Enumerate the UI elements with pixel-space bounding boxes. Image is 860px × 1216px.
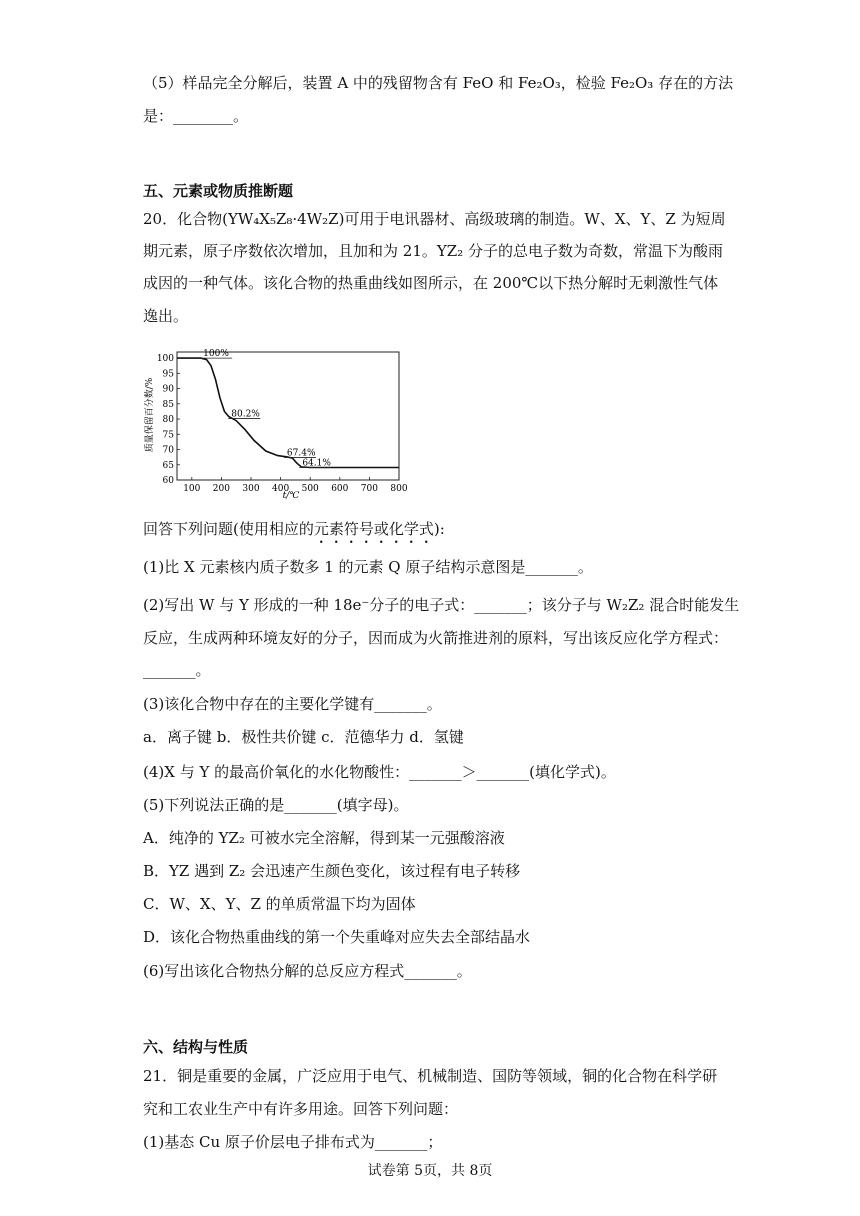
- q20-sub5-option-a: A．纯净的 YZ₂ 可被水完全溶解，得到某一元强酸溶液: [143, 829, 505, 847]
- q20-intro-line1: 20．化合物(YW₄X₅Z₈·4W₂Z)可用于电讯器材、高级玻璃的制造。W、X、Y、Z 为短周: [143, 210, 726, 228]
- section6-title: 六、结构与性质: [143, 1038, 249, 1056]
- y-tick-label: 70: [162, 445, 174, 456]
- q20-sub5-option-d: D．该化合物热重曲线的第一个失重峰对应失去全部结晶水: [143, 928, 531, 946]
- annotation-label: 64.1%: [302, 458, 331, 469]
- q20-sub5-option-c: C．W、X、Y、Z 的单质常温下均为固体: [143, 895, 416, 913]
- y-tick-label: 65: [162, 460, 174, 471]
- q21-intro-line2: 究和工农业生产中有许多用途。回答下列问题：: [143, 1100, 459, 1118]
- x-tick-label: 500: [301, 484, 319, 494]
- y-tick-label: 90: [162, 384, 174, 395]
- q20-sub2-line3: _______。: [143, 661, 211, 679]
- y-axis-label: 质量保留百分数/%: [145, 377, 155, 453]
- y-tick-label: 100: [156, 354, 174, 365]
- x-tick-label: 200: [212, 484, 230, 494]
- x-tick-label: 600: [331, 484, 349, 494]
- q19-part5-line1: （5）样品完全分解后，装置 A 中的残留物含有 FeO 和 Fe₂O₃，检验 Fe₂O₃ 存在的方法: [143, 74, 734, 92]
- y-tick-label: 95: [162, 369, 174, 380]
- instruction-prefix: 回答下列问题(使用相应的: [143, 520, 314, 538]
- annotation-label: 80.2%: [231, 409, 260, 420]
- chart-ticks: [157, 354, 408, 494]
- annotation-label: 100%: [203, 349, 229, 360]
- q20-sub4: (4)X 与 Y 的最高价氧化的水化物酸性：_______＞_______(填化学式)。: [143, 763, 616, 781]
- x-tick-label: 300: [242, 484, 260, 494]
- page-footer: 试卷第 5页，共 8页: [367, 1163, 493, 1179]
- x-tick-label: 400: [272, 484, 290, 494]
- y-tick-label: 60: [162, 476, 174, 486]
- x-tick-label: 100: [183, 484, 201, 494]
- q21-intro-line1: 21．铜是重要的金属，广泛应用于电气、机械制造、国防等领域，铜的化合物在科学研: [143, 1067, 718, 1085]
- y-tick-label: 75: [162, 430, 174, 441]
- q20-sub5: (5)下列说法正确的是_______(填字母)。: [143, 796, 409, 814]
- section5-title: 五、元素或物质推断题: [143, 182, 294, 200]
- q20-sub1: (1)比 X 元素核内质子数多 1 的元素 Q 原子结构示意图是_______。: [143, 558, 593, 576]
- thermogravimetric-chart: [143, 340, 413, 500]
- q21-sub1: (1)基态 Cu 原子价层电子排布式为_______；: [143, 1133, 443, 1151]
- q20-sub6: (6)写出该化合物热分解的总反应方程式_______。: [143, 962, 472, 980]
- plot-frame: [177, 352, 399, 480]
- q20-sub5-option-b: B．YZ 遇到 Z₂ 会迅速产生颜色变化，该过程有电子转移: [143, 862, 521, 880]
- q20-sub2-line1: (2)写出 W 与 Y 形成的一种 18e⁻分子的电子式：_______；该分子与 W₂Z₂ 混合时能发生: [143, 596, 740, 614]
- instruction-suffix: ):: [433, 520, 445, 538]
- y-tick-label: 85: [162, 399, 174, 410]
- x-tick-label: 800: [390, 484, 408, 494]
- x-axis-label: t/℃: [282, 491, 300, 500]
- chart-axes: [177, 352, 399, 480]
- q20-intro-line3: 成因的一种气体。该化合物的热重曲线如图所示，在 200℃以下热分解时无刺激性气体: [143, 274, 719, 292]
- q20-intro-line4: 逸出。: [143, 307, 189, 325]
- q20-sub2-line2: 反应，生成两种环境友好的分子，因而成为火箭推进剂的原料，写出该反应化学方程式：: [143, 629, 729, 647]
- q20-intro-line2: 期元素，原子序数依次增加，且加和为 21。YZ₂ 分子的总电子数为奇数，常温下为酸雨: [143, 242, 723, 260]
- x-tick-label: 700: [360, 484, 378, 494]
- instruction-emphasis: 元素符号或化学式: [313, 520, 434, 538]
- annotation-label: 67.4%: [286, 448, 316, 459]
- q20-instruction: [143, 519, 445, 547]
- y-tick-label: 80: [162, 415, 174, 426]
- q20-sub3-options: a．离子键 b．极性共价键 c．范德华力 d．氢键: [143, 728, 464, 746]
- q20-sub3: (3)该化合物中存在的主要化学键有_______。: [143, 695, 442, 713]
- q19-part5-line2: 是：________。: [143, 107, 249, 125]
